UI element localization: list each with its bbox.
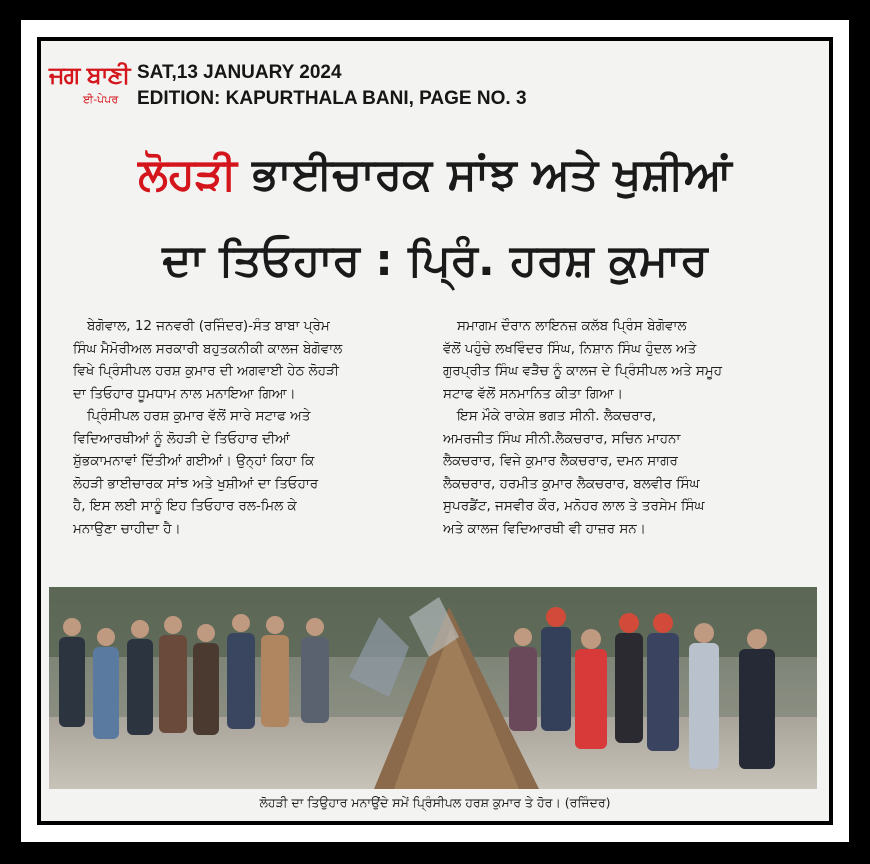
headline-line-1-rest: ਭਾਈਚਾਰਕ ਸਾਂਝ ਅਤੇ ਖੁਸ਼ੀਆਂ	[252, 149, 732, 200]
article-line: ਸ਼ੁੱਭਕਾਮਨਾਵਾਂ ਦਿੱਤੀਆਂ ਗਈਆਂ। ਉਨ੍ਹਾਂ ਕਿਹਾ ਕਿ	[73, 453, 315, 469]
article-line: ਵੱਲੋਂ ਪਹੁੰਚੇ ਲਖਵਿੰਦਰ ਸਿੰਘ, ਨਿਸ਼ਾਨ ਸਿੰਘ ਹੁੰਦਲ ਅਤੇ	[443, 340, 697, 357]
article-line: ਦਾ ਤਿਓਹਾਰ ਧੂਮਧਾਮ ਨਾਲ ਮਨਾਇਆ ਗਿਆ।	[73, 385, 296, 402]
photo-illustration	[49, 587, 817, 789]
edition-info: EDITION: KAPURTHALA BANI, PAGE NO. 3	[137, 88, 527, 109]
article-line: ਅਮਰਜੀਤ ਸਿੰਘ ਸੀਨੀ.ਲੈਕਚਰਾਰ, ਸਚਿਨ ਮਾਹਨਾ	[443, 430, 681, 447]
article-line: ਵਿਖੇ ਪ੍ਰਿੰਸੀਪਲ ਹਰਸ਼ ਕੁਮਾਰ ਦੀ ਅਗਵਾਈ ਹੇਠ ਲੋਹੜੀ	[73, 363, 339, 379]
article-line: ਲੈਕਚਰਾਰ, ਹਰਮੀਤ ਕੁਮਾਰ ਲੈਕਚਰਾਰ, ਬਲਵੀਰ ਸਿੰਘ	[443, 475, 700, 492]
paragraph	[443, 315, 791, 405]
newspaper-logo	[49, 61, 130, 127]
article-line: ਲੈਕਚਰਾਰ, ਵਿਜੇ ਕੁਮਾਰ ਲੈਕਚਰਾਰ, ਦਮਨ ਸਾਗਰ	[443, 453, 678, 469]
newspaper-clipping	[41, 41, 829, 821]
article-line: ਹੈ, ਇਸ ਲਈ ਸਾਨੂੰ ਇਹ ਤਿਓਹਾਰ ਰਲ-ਮਿਲ ਕੇ	[73, 498, 297, 514]
article-line: ਮਨਾਉਣਾ ਚਾਹੀਦਾ ਹੈ।	[73, 520, 181, 537]
paragraph	[73, 405, 421, 540]
article-line: ਸਿੰਘ ਮੈਮੋਰੀਅਲ ਸਰਕਾਰੀ ਬਹੁਤਕਨੀਕੀ ਕਾਲਜ ਬੇਗੋਵਾਲ	[73, 340, 343, 357]
article-line: ਸਟਾਫ ਵੱਲੋਂ ਸਨਮਾਨਿਤ ਕੀਤਾ ਗਿਆ।	[443, 385, 623, 402]
headline-line-1	[41, 145, 829, 205]
article-column-right	[443, 315, 791, 540]
headline-line-2: ਦਾ ਤਿਓਹਾਰ : ਪ੍ਰਿੰ. ਹਰਸ਼ ਕੁਮਾਰ	[162, 235, 708, 286]
article-line: ਵਿਦਿਆਰਥੀਆਂ ਨੂੰ ਲੋਹੜੀ ਦੇ ਤਿਓਹਾਰ ਦੀਆਂ	[73, 430, 290, 447]
paragraph	[443, 405, 791, 540]
headline-keyword: ਲੋਹੜੀ	[138, 149, 237, 200]
photo-caption: ਲੋਹੜੀ ਦਾ ਤਿਉਹਾਰ ਮਨਾਉਂਦੇ ਸਮੇਂ ਪ੍ਰਿੰਸੀਪਲ ਹਰਸ਼ ਕੁਮਾਰ ਤੇ ਹੋਰ। (ਰਜਿੰਦਰ)	[259, 795, 611, 810]
article-line: ਇਸ ਮੌਕੇ ਰਾਕੇਸ਼ ਭਗਤ ਸੀਨੀ. ਲੈਕਚਰਾਰ,	[457, 408, 657, 424]
lohri-celebration-photo	[49, 587, 817, 789]
article-line: ਅਤੇ ਕਾਲਜ ਵਿਦਿਆਰਥੀ ਵੀ ਹਾਜ਼ਰ ਸਨ।	[443, 520, 646, 537]
article-column-left	[73, 315, 421, 540]
article-line: ਗੁਰਪ੍ਰੀਤ ਸਿੰਘ ਵੜੈਚ ਨੂੰ ਕਾਲਜ ਦੇ ਪ੍ਰਿੰਸੀਪਲ ਅਤੇ ਸਮੂਹ	[443, 363, 723, 379]
article-line: ਲੋਹੜੀ ਭਾਈਚਾਰਕ ਸਾਂਝ ਅਤੇ ਖੁਸ਼ੀਆਂ ਦਾ ਤਿਓਹਾਰ	[73, 475, 319, 492]
publication-date: SAT,13 JANUARY 2024	[137, 62, 342, 83]
logo-title: ਜਗ ਬਾਣੀ	[49, 61, 130, 89]
article-line: ਸੁਪਰਡੈਂਟ, ਜਸਵੀਰ ਕੌਰ, ਮਨੋਹਰ ਲਾਲ ਤੇ ਤਰਸੇਮ ਸਿੰਘ	[443, 498, 705, 514]
article-line: ਸਮਾਗਮ ਦੌਰਾਨ ਲਾਇਨਜ਼ ਕਲੱਬ ਪ੍ਰਿੰਸ ਬੇਗੋਵਾਲ	[457, 318, 687, 334]
paragraph	[73, 315, 421, 405]
article-line: ਬੇਗੋਵਾਲ, 12 ਜਨਵਰੀ (ਰਜਿੰਦਰ)-ਸੰਤ ਬਾਬਾ ਪ੍ਰੇਮ	[87, 318, 330, 334]
article-line: ਪ੍ਰਿੰਸੀਪਲ ਹਰਸ਼ ਕੁਮਾਰ ਵੱਲੋਂ ਸਾਰੇ ਸਟਾਫ ਅਤੇ	[87, 408, 311, 424]
logo-subtitle: ਈ-ਪੇਪਰ	[83, 93, 119, 106]
